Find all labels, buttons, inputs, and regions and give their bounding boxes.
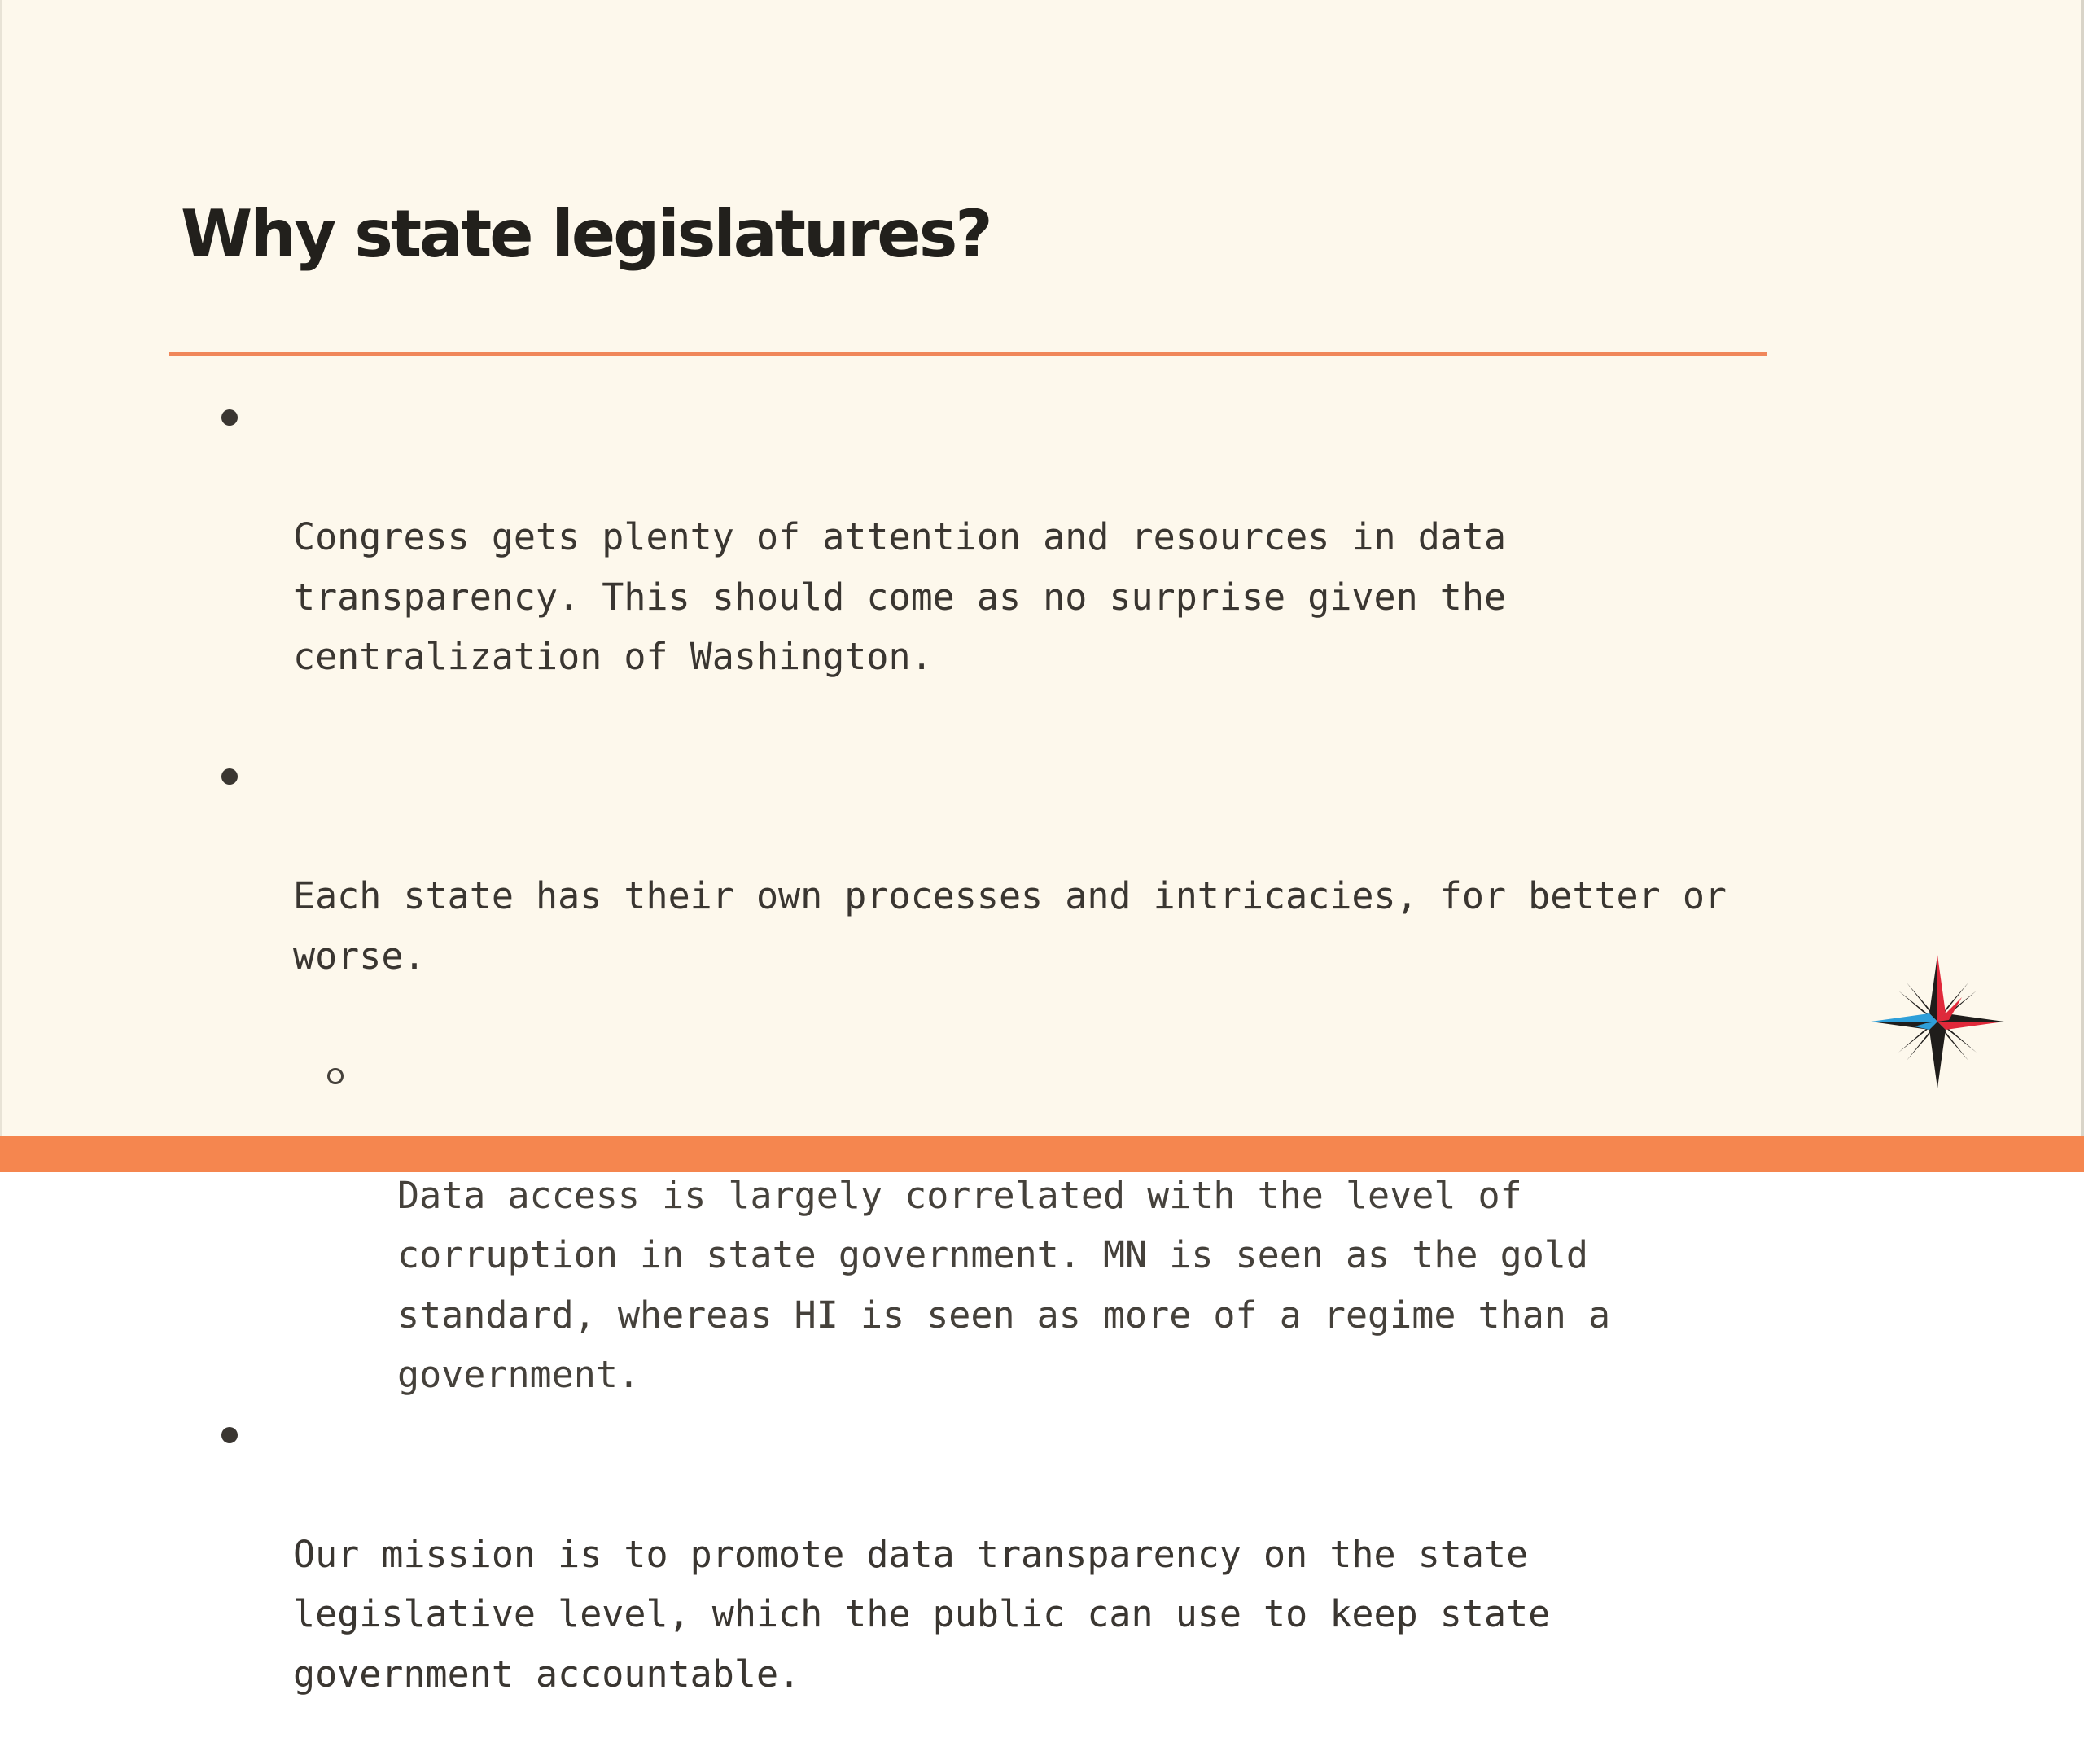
sub-bullet-text: Data access is largely correlated with the level of corruption in state government. MN is seen as the gold standard, whereas HI is seen as more of a regime than a government. bbox=[397, 1173, 1611, 1396]
bullet-text: Congress gets plenty of attention and resources in data transparency. This should come as no surprise given the centralization of Washington. bbox=[293, 515, 1507, 678]
slide-title: Why state legislatures? bbox=[181, 196, 991, 272]
sub-bullet-item bbox=[179, 1046, 1799, 1405]
slide-right-edge bbox=[2081, 0, 2084, 1136]
bullet-dot-icon bbox=[221, 768, 238, 785]
bullet-text: Each state has their own processes and intricacies, for better or worse. bbox=[293, 874, 1727, 978]
bullet-dot-icon bbox=[221, 1427, 238, 1443]
slide-left-edge bbox=[0, 0, 2, 1136]
bullet-item bbox=[179, 1405, 1799, 1764]
hollow-bullet-icon bbox=[327, 1068, 344, 1084]
compass-star-icon bbox=[1864, 948, 2011, 1095]
compass-main-points bbox=[1871, 955, 2004, 1088]
title-divider bbox=[169, 352, 1767, 356]
bullet-item bbox=[179, 746, 1799, 1046]
footer-accent-bar bbox=[0, 1136, 2084, 1172]
bullet-dot-icon bbox=[221, 409, 238, 426]
bullet-text: Our mission is to promote data transparency on the state legislative level, which the public can use to keep state government accountable. bbox=[293, 1532, 1551, 1696]
bullet-item bbox=[179, 387, 1799, 746]
bullet-list bbox=[179, 387, 1799, 1764]
